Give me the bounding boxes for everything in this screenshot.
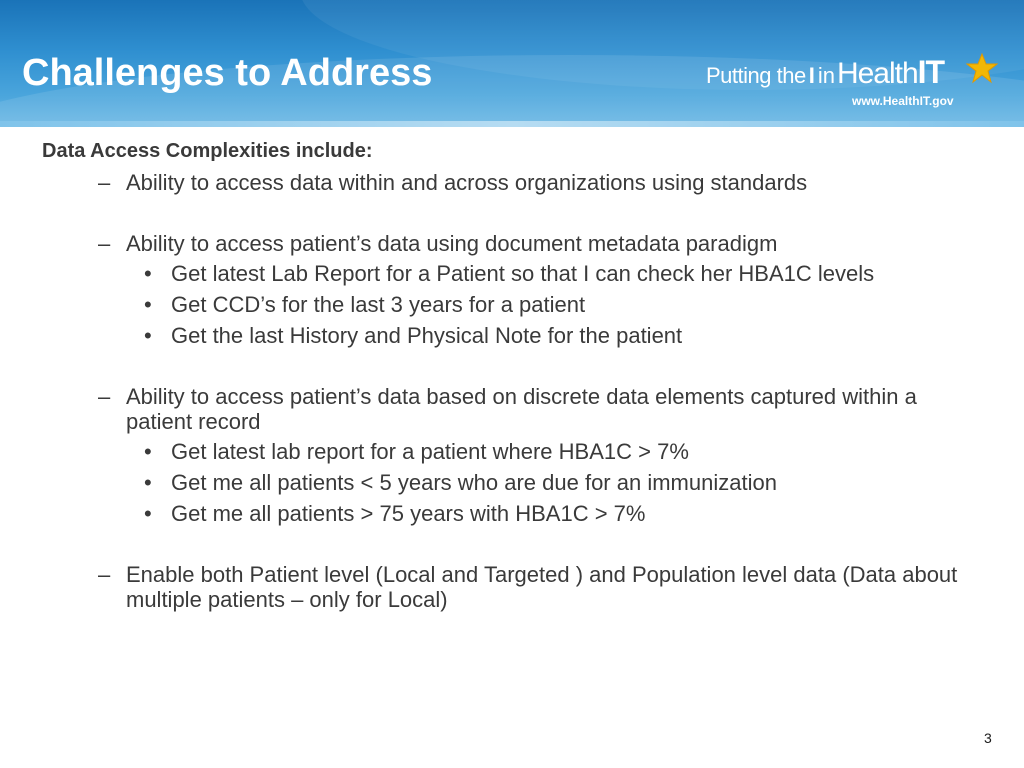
bullet-marker: • xyxy=(144,292,152,317)
bullet-marker: • xyxy=(144,501,152,526)
logo-it-text: IT xyxy=(917,54,945,90)
list-item-text: Ability to access patient’s data based on discrete data elements captured within a patient record xyxy=(126,384,917,434)
sub-list-item xyxy=(42,292,962,317)
list-item xyxy=(42,231,962,256)
logo-putting-text: Putting the xyxy=(706,63,806,88)
logo-url: www.HealthIT.gov xyxy=(852,94,954,108)
sub-list-item xyxy=(42,323,962,348)
sub-list-item xyxy=(42,470,962,495)
list-item xyxy=(42,170,962,195)
sub-list-item xyxy=(42,261,962,286)
bullet-marker: • xyxy=(144,439,152,464)
intro-heading: Data Access Complexities include: xyxy=(42,140,373,162)
slide-content xyxy=(42,138,962,612)
header-bottom-band xyxy=(0,121,1024,127)
header-banner xyxy=(0,0,1024,127)
page-number: 3 xyxy=(984,730,992,746)
list-item xyxy=(42,384,962,434)
list-item-text: Ability to access patient’s data using document metadata paradigm xyxy=(126,231,778,256)
logo-health-text: Health xyxy=(836,57,918,90)
sub-list-item xyxy=(42,439,962,464)
logo-i-text: I xyxy=(808,63,815,88)
logo-in-text: in xyxy=(817,63,835,88)
sub-list-item-text: Get CCD’s for the last 3 years for a patient xyxy=(171,292,586,317)
slide-title: Challenges to Address xyxy=(22,52,433,94)
list-item xyxy=(42,562,962,612)
dash-marker: – xyxy=(98,384,111,409)
list-item-text: Enable both Patient level (Local and Targeted ) and Population level data (Data about multiple patients – only for Local) xyxy=(126,562,958,612)
bullet-marker: • xyxy=(144,323,152,348)
sub-list-item-text: Get me all patients > 75 years with HBA1C > 7% xyxy=(171,501,646,526)
star-icon xyxy=(966,52,998,84)
sub-list-item-text: Get latest lab report for a patient where HBA1C > 7% xyxy=(171,439,689,464)
dash-marker: – xyxy=(98,562,111,587)
dash-marker: – xyxy=(98,231,111,256)
dash-marker: – xyxy=(98,170,111,195)
bullet-marker: • xyxy=(144,470,152,495)
bullet-marker: • xyxy=(144,261,152,286)
healthit-logo xyxy=(706,52,1006,112)
sub-list-item-text: Get me all patients < 5 years who are due for an immunization xyxy=(171,470,777,495)
list-item-text: Ability to access data within and across organizations using standards xyxy=(126,170,808,195)
sub-list-item-text: Get latest Lab Report for a Patient so that I can check her HBA1C levels xyxy=(171,261,875,286)
sub-list-item-text: Get the last History and Physical Note for the patient xyxy=(171,323,683,348)
sub-list-item xyxy=(42,501,962,526)
logo-wordmark xyxy=(706,54,944,91)
